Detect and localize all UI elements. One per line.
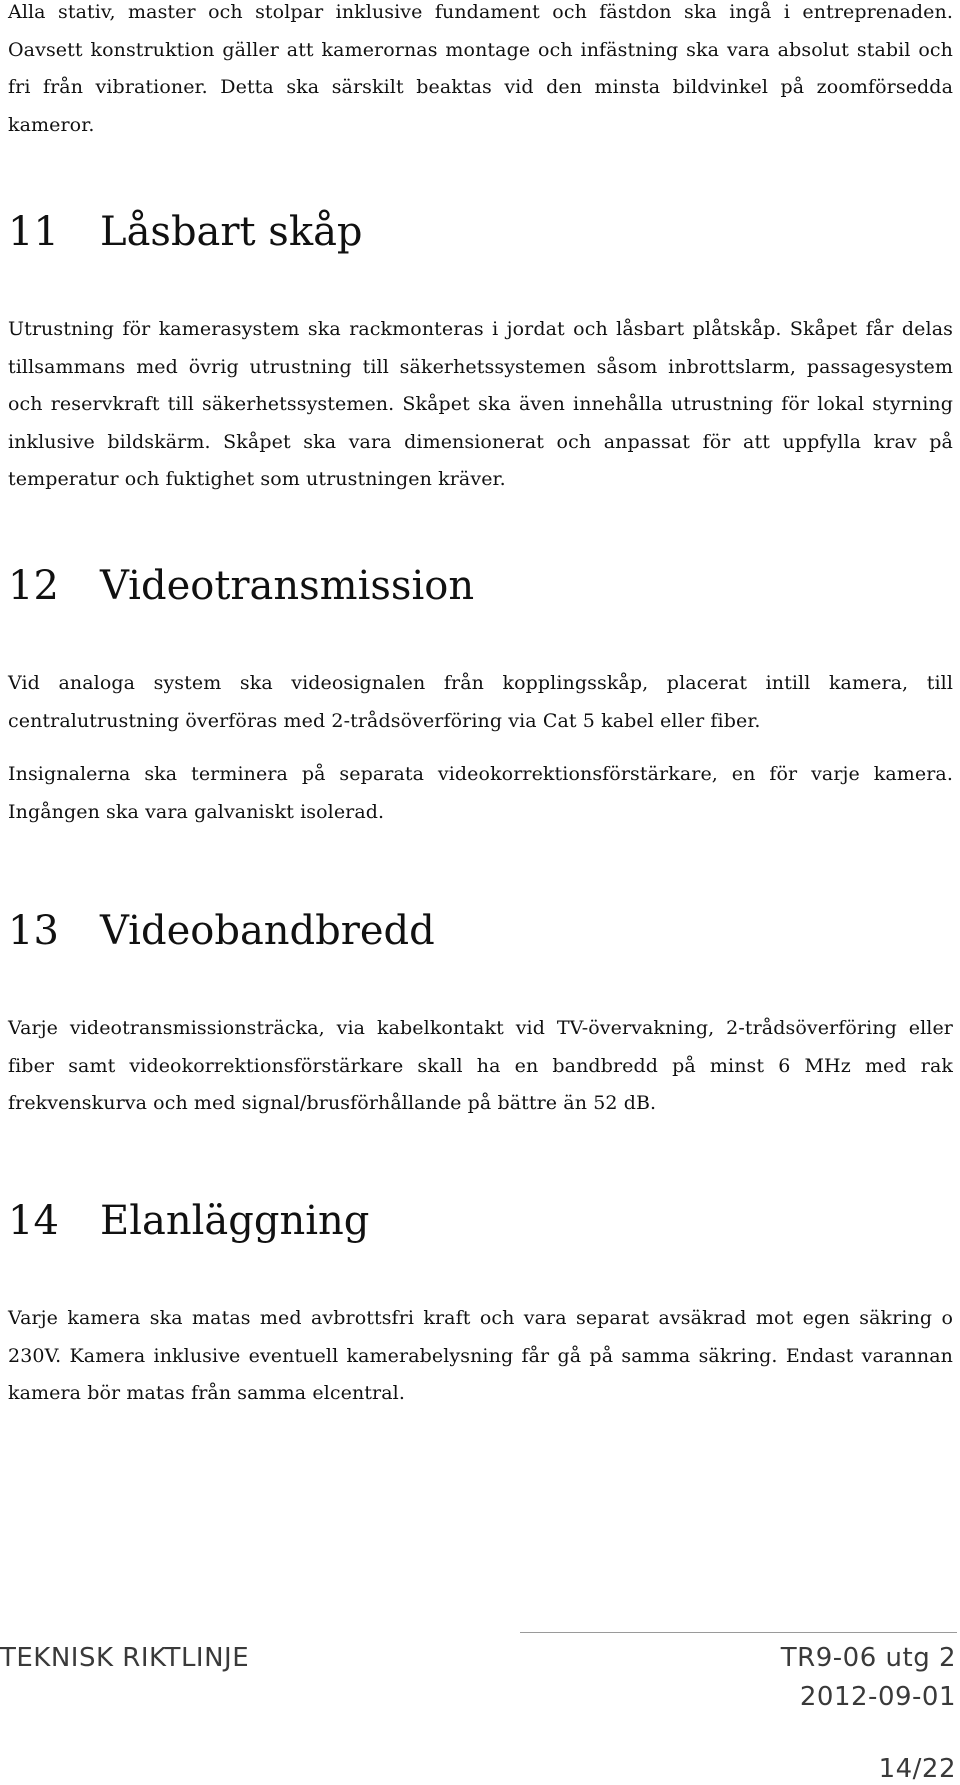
section-title: Elanläggning [100,1198,370,1244]
section-11-paragraph: Utrustning för kamerasystem ska rackmonteras i jordat och låsbart plåtskåp. Skåpet får delas tillsammans med övrig utrustning till säkerhetssystemen såsom inbrottslarm, passagesystem och reservkraft till säkerhetssystemen. Skåpet ska även innehålla utrustning för lokal styrning inklusive bildskärm. Skåpet ska vara dimensionerat och anpassat för att uppfylla krav på temperatur och fuktighet som utrustningen kräver. [8,318,953,490]
section-title: Videotransmission [100,563,475,609]
section-12-paragraph-2: Insignalerna ska terminera på separata videokorrektionsförstärkare, en för varje kamera. Ingången ska vara galvaniskt isolerad. [8,763,953,823]
section-heading-12 [8,562,474,610]
footer-document-id: TR9-06 utg 2 [780,1643,956,1673]
section-heading-11 [8,208,363,256]
section-13-paragraph: Varje videotransmissionsträcka, via kabelkontakt vid TV-övervakning, 2-trådsöverföring eller fiber samt videokorrektionsförstärkare skall ha en bandbredd på minst 6 MHz med rak frekvenskurva och med signal/brusförhållande på bättre än 52 dB. [8,1017,953,1114]
section-title: Videobandbredd [100,908,435,954]
section-heading-13 [8,907,435,955]
footer-document-type: TEKNISK RIKTLINJE [0,1643,250,1673]
section-heading-14 [8,1197,369,1245]
section-12-paragraph-1: Vid analoga system ska videosignalen från kopplingsskåp, placerat intill kamera, till centralutrustning överföras med 2-trådsöverföring via Cat 5 kabel eller fiber. [8,672,953,732]
section-number: 13 [8,908,59,954]
footer-document-info [781,1642,956,1713]
section-title: Låsbart skåp [100,209,363,255]
section-number: 12 [8,563,59,609]
section-number: 11 [8,209,59,255]
page-footer [0,1632,960,1785]
section-number: 14 [8,1198,59,1244]
section-14-paragraph: Varje kamera ska matas med avbrottsfri kraft och vara separat avsäkrad mot egen säkring o 230V. Kamera inklusive eventuell kamerabelysning får gå på samma säkring. Endast varannan kamera bör matas från samma elcentral. [8,1307,953,1404]
page-number: 14/22 [878,1754,956,1784]
footer-divider [520,1632,957,1633]
footer-date: 2012-09-01 [799,1682,956,1712]
intro-paragraph: Alla stativ, master och stolpar inklusive fundament och fästdon ska ingå i entreprenaden. Oavsett konstruktion gäller att kamerornas montage och infästning ska vara absolut stabil och fri från vibrationer. Detta ska särskilt beaktas vid den minsta bildvinkel på zoomförsedda kameror. [8,1,953,136]
